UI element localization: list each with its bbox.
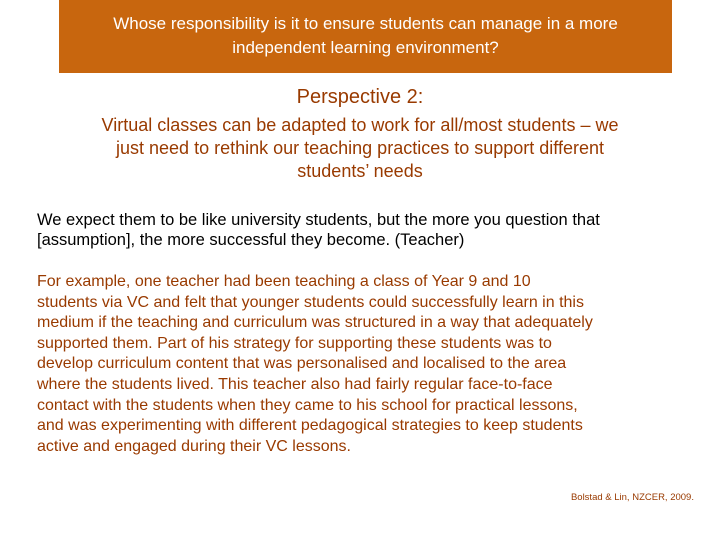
perspective-statement [40,114,680,183]
quote-line-2: [assumption], the more successful they become. (Teacher) [37,231,465,249]
perspective-line-2: just need to rethink our teaching practices to support different [116,138,604,158]
example-line: active and engaged during their VC lessons. [37,437,351,455]
question-line-2: independent learning environment? [232,38,499,57]
citation: Bolstad & Lin, NZCER, 2009. [570,492,694,503]
perspective-line-1: Virtual classes can be adapted to work for all/most students – we [101,115,619,135]
example-line: For example, one teacher had been teaching a class of Year 9 and 10 [37,273,531,290]
perspective-title: Perspective 2: [296,86,424,108]
example-line: students via VC and felt that younger students could successfully learn in this [37,293,584,311]
example-line: contact with the students when they came to his school for practical lessons, [37,396,578,414]
teacher-quote [37,210,687,250]
example-line: where the students lived. This teacher also had fairly regular face-to-face [37,375,553,393]
header-banner [59,0,672,73]
quote-line-1: We expect them to be like university students, but the more you question that [37,211,600,229]
example-line: develop curriculum content that was personalised and localised to the area [37,355,567,373]
question-line-1: Whose responsibility is it to ensure students can manage in a more [113,14,618,33]
example-line: and was experimenting with different pedagogical strategies to keep students [37,417,583,435]
example-line: supported them. Part of his strategy for supporting these students was to [37,334,552,352]
perspective-line-3: students’ needs [297,161,423,181]
example-line: medium if the teaching and curriculum was structured in a way that adequately [37,314,593,332]
example-paragraph [37,272,687,457]
